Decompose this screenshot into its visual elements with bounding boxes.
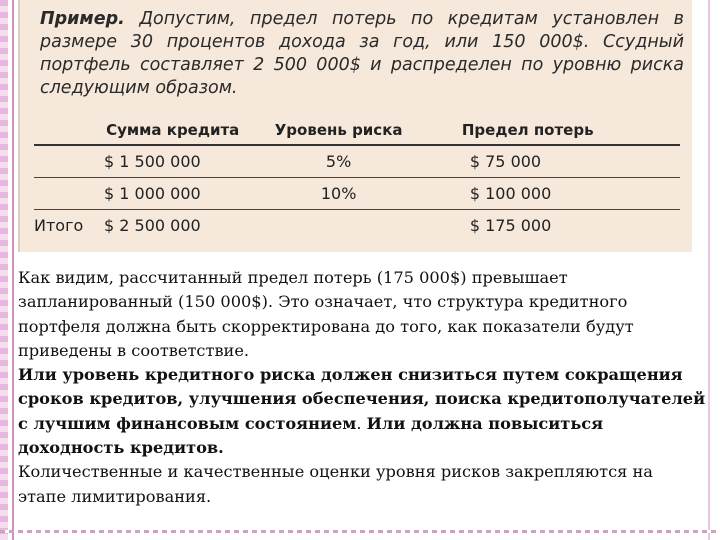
recommendation-separator: . xyxy=(356,413,367,433)
table-row xyxy=(34,178,680,210)
row-label xyxy=(34,178,100,210)
slide-body-text xyxy=(18,266,706,509)
header-loan-amount: Сумма кредита xyxy=(100,116,245,145)
recommendation-bold-2: Или должна повыситься доходность кредитов. xyxy=(18,413,604,458)
paragraph-assessment: Количественные и качественные оценки уровня рисков закрепляются на этапе лимитирования. xyxy=(18,462,653,506)
total-loan-amount: $ 2 500 000 xyxy=(104,216,201,235)
slide-right-rule xyxy=(708,0,710,540)
slide-left-rule xyxy=(12,0,14,540)
row-label xyxy=(34,145,100,178)
loss-limit-cell: $ 100 000 xyxy=(432,178,680,210)
paragraph-conclusion: Как видим, рассчитанный предел потерь (175 000$) превышает запланированный (150 000$). Это означает, что структура кредитного портфеля должна быть скорректирована до того, как показатели будут приведены в соответствие. xyxy=(18,268,634,360)
total-risk-level xyxy=(245,210,431,242)
loan-portfolio-table xyxy=(34,116,680,241)
scanned-example-box xyxy=(18,0,692,252)
total-label: Итого xyxy=(34,216,84,235)
slide-bottom-rule xyxy=(0,530,720,533)
recommendation-bold: Или уровень кредитного риска должен снизиться путем сокращения сроков кредитов, улучшения обеспечения, поиска кредитополучателей с лучшим финансовым состоянием xyxy=(18,365,706,433)
loan-amount-cell: $ 1 500 000 xyxy=(100,145,245,178)
example-paragraph xyxy=(40,8,684,100)
example-text: Допустим, предел потерь по кредитам установлен в размере 30 процентов дохода за год, или 150 000$. Ссудный портфель составляет 2 500 000$ и распределен по уровню риска следующим образом. xyxy=(40,9,684,98)
table-row xyxy=(34,145,680,178)
table-header-row xyxy=(34,116,680,145)
loss-limit-cell: $ 75 000 xyxy=(432,145,680,178)
risk-level-cell: 5% xyxy=(245,145,431,178)
slide-left-border xyxy=(0,0,8,540)
table-total-row xyxy=(34,210,680,242)
header-risk-level: Уровень риска xyxy=(245,116,431,145)
header-empty xyxy=(34,116,100,145)
paragraph-recommendation xyxy=(18,363,706,460)
risk-level-cell: 10% xyxy=(245,178,431,210)
loan-amount-cell: $ 1 000 000 xyxy=(100,178,245,210)
header-loss-limit: Предел потерь xyxy=(432,116,680,145)
total-loss-limit: $ 175 000 xyxy=(469,216,552,235)
example-lead: Пример. xyxy=(40,9,125,29)
